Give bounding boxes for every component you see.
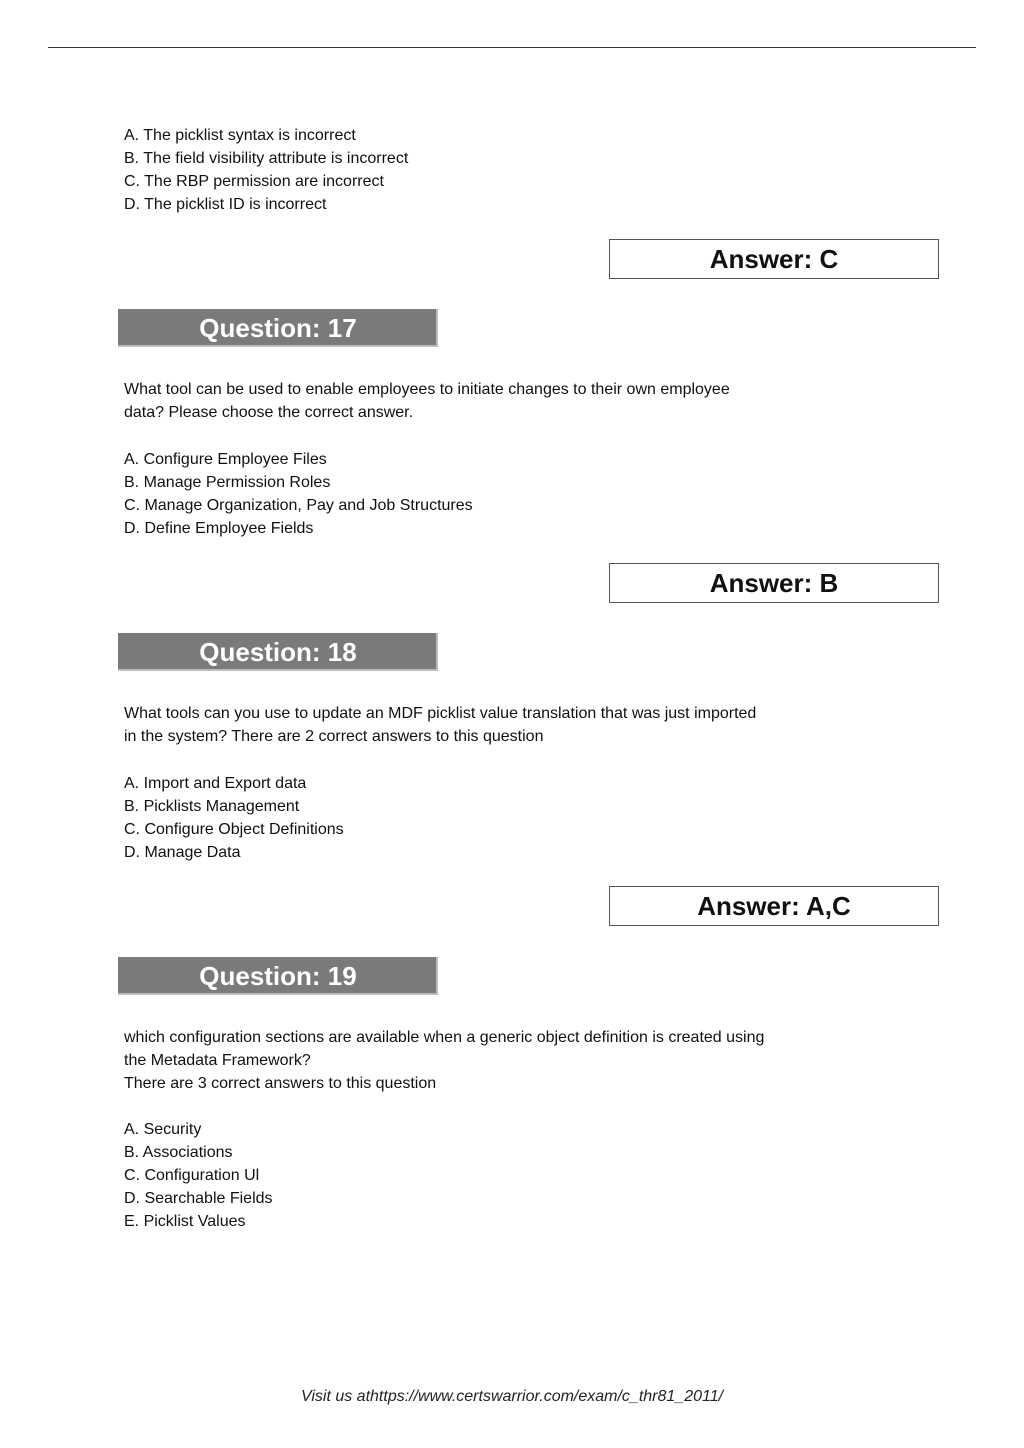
q16-options (124, 124, 884, 216)
option-c: C. Configure Object Definitions (124, 821, 344, 838)
top-rule (48, 47, 976, 48)
question-text-line: data? Please choose the correct answer. (124, 404, 414, 421)
option-c: C. Manage Organization, Pay and Job Structures (124, 497, 473, 514)
question-text-line: What tools can you use to update an MDF picklist value translation that was just imported (124, 705, 757, 722)
question-text-line: There are 3 correct answers to this question (124, 1075, 437, 1092)
option-a: A. Configure Employee Files (124, 451, 327, 468)
question-header-18 (118, 633, 438, 671)
option-b: B. Manage Permission Roles (124, 474, 331, 491)
q17-options (124, 448, 884, 540)
answer-box-q16: Answer: C (609, 239, 939, 279)
option-a: A. The picklist syntax is incorrect (124, 127, 356, 144)
q17-text (124, 378, 884, 424)
option-d: D. Manage Data (124, 844, 241, 861)
question-header-17 (118, 309, 438, 347)
q18-text (124, 702, 884, 748)
question-text-line: the Metadata Framework? (124, 1052, 311, 1069)
option-a: A. Security (124, 1121, 202, 1138)
option-d: D. Searchable Fields (124, 1190, 273, 1207)
q18-options (124, 772, 884, 864)
question-header-19 (118, 957, 438, 995)
option-b: B. Picklists Management (124, 798, 300, 815)
option-d: D. The picklist ID is incorrect (124, 196, 327, 213)
option-c: C. The RBP permission are incorrect (124, 173, 384, 190)
q19-options (124, 1118, 884, 1233)
question-title: Question: 17 (199, 313, 357, 343)
footer-link-text: Visit us athttps://www.certswarrior.com/exam/c_thr81_2011/ (300, 1388, 724, 1405)
question-text-line: in the system? There are 2 correct answers to this question (124, 728, 544, 745)
answer-box-q17: Answer: B (609, 563, 939, 603)
option-b: B. Associations (124, 1144, 233, 1161)
question-text-line: What tool can be used to enable employees to initiate changes to their own employee (124, 381, 730, 398)
option-e: E. Picklist Values (124, 1213, 246, 1230)
option-a: A. Import and Export data (124, 775, 307, 792)
answer-box-q18: Answer: A,C (609, 886, 939, 926)
option-b: B. The field visibility attribute is incorrect (124, 150, 409, 167)
option-d: D. Define Employee Fields (124, 520, 314, 537)
q19-text (124, 1026, 884, 1095)
question-title: Question: 19 (199, 961, 357, 991)
question-text-line: which configuration sections are available when a generic object definition is created using (124, 1029, 765, 1046)
question-title: Question: 18 (199, 637, 357, 667)
option-c: C. Configuration Ul (124, 1167, 260, 1184)
